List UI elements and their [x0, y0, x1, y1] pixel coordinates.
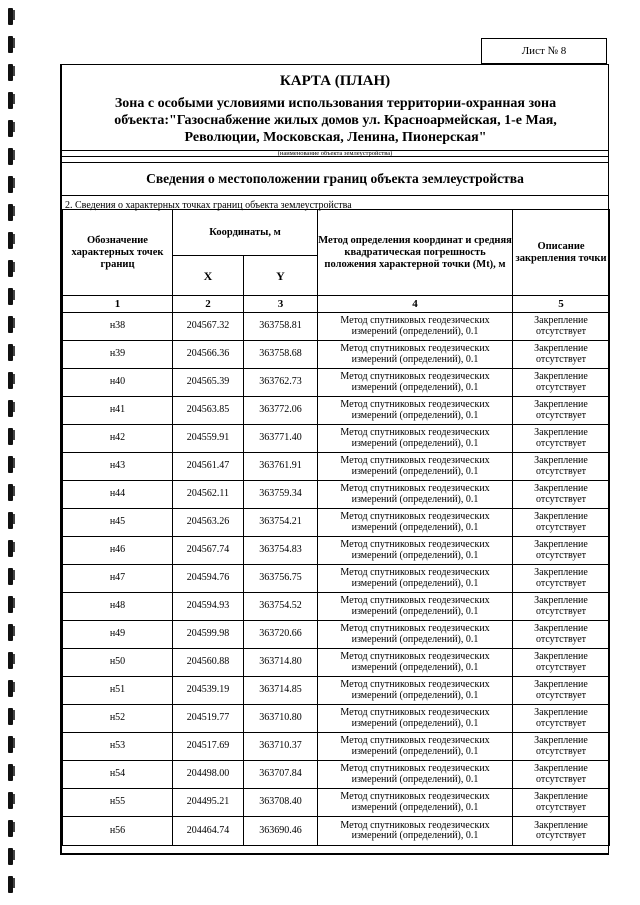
- point-id-cell: н46: [63, 537, 173, 565]
- binding-ring: [8, 596, 13, 613]
- point-id-cell: н49: [63, 621, 173, 649]
- y-coordinate-cell: 363758.68: [244, 341, 318, 369]
- y-coordinate-cell: 363754.21: [244, 509, 318, 537]
- binding-ring: [8, 204, 13, 221]
- method-cell: Метод спутниковых геодезических измерений (определений), 0.1: [318, 705, 513, 733]
- x-coordinate-cell: 204562.11: [173, 481, 244, 509]
- sheet-number-label: Лист № 8: [521, 45, 567, 57]
- binding-ring: [8, 400, 13, 417]
- binding-ring: [8, 540, 13, 557]
- binding-ring: [8, 288, 13, 305]
- description-cell: Закрепление отсутствует: [513, 509, 610, 537]
- binding-ring: [8, 344, 13, 361]
- table-row: [63, 733, 610, 761]
- binding-ring: [8, 652, 13, 669]
- x-coordinate-cell: 204495.21: [173, 789, 244, 817]
- binding-ring: [8, 120, 13, 137]
- points-table: [62, 209, 610, 846]
- column-number: 5: [513, 296, 610, 313]
- header-method: Метод определения координат и средняя квадратическая погрешность положения характерной точки (Mt), м: [318, 210, 513, 296]
- x-coordinate-cell: 204560.88: [173, 649, 244, 677]
- method-cell: Метод спутниковых геодезических измерений (определений), 0.1: [318, 761, 513, 789]
- table-row: [63, 425, 610, 453]
- table-row: [63, 537, 610, 565]
- y-coordinate-cell: 363714.85: [244, 677, 318, 705]
- x-coordinate-cell: 204599.98: [173, 621, 244, 649]
- subsection-title: 2. Сведения о характерных точках границ объекта землеустройства: [65, 200, 352, 211]
- x-coordinate-cell: 204594.93: [173, 593, 244, 621]
- binding-ring: [8, 736, 13, 753]
- x-coordinate-cell: 204539.19: [173, 677, 244, 705]
- point-id-cell: н51: [63, 677, 173, 705]
- binding-ring: [8, 792, 13, 809]
- method-cell: Метод спутниковых геодезических измерений (определений), 0.1: [318, 341, 513, 369]
- binding-ring: [8, 232, 13, 249]
- point-id-cell: н44: [63, 481, 173, 509]
- zone-description: Зона с особыми условиями использования территории-охранная зона объекта:"Газоснабжение жилых домов ул. Красноармейская, 1-е Мая, Революции, Московская, Ленина, Пионерская": [114, 96, 557, 145]
- x-coordinate-cell: 204561.47: [173, 453, 244, 481]
- table-row: [63, 313, 610, 341]
- method-cell: Метод спутниковых геодезических измерений (определений), 0.1: [318, 817, 513, 846]
- x-coordinate-cell: 204563.26: [173, 509, 244, 537]
- header-block: [62, 65, 608, 157]
- binding-ring: [8, 512, 13, 529]
- y-coordinate-cell: 363761.91: [244, 453, 318, 481]
- y-coordinate-cell: 363762.73: [244, 369, 318, 397]
- binding-ring: [8, 456, 13, 473]
- binding-ring: [8, 680, 13, 697]
- y-coordinate-cell: 363754.83: [244, 537, 318, 565]
- y-coordinate-cell: 363707.84: [244, 761, 318, 789]
- description-cell: Закрепление отсутствует: [513, 453, 610, 481]
- binding-ring: [8, 36, 13, 53]
- table-row: [63, 341, 610, 369]
- method-cell: Метод спутниковых геодезических измерений (определений), 0.1: [318, 565, 513, 593]
- x-coordinate-cell: 204563.85: [173, 397, 244, 425]
- description-cell: Закрепление отсутствует: [513, 789, 610, 817]
- header-description: Описание закрепления точки: [513, 210, 610, 296]
- point-id-cell: н39: [63, 341, 173, 369]
- table-row: [63, 677, 610, 705]
- x-coordinate-cell: 204565.39: [173, 369, 244, 397]
- binding-ring: [8, 64, 13, 81]
- x-coordinate-cell: 204567.32: [173, 313, 244, 341]
- x-coordinate-cell: 204498.00: [173, 761, 244, 789]
- description-cell: Закрепление отсутствует: [513, 481, 610, 509]
- y-coordinate-cell: 363710.80: [244, 705, 318, 733]
- binding-ring: [8, 764, 13, 781]
- y-coordinate-cell: 363772.06: [244, 397, 318, 425]
- x-coordinate-cell: 204594.76: [173, 565, 244, 593]
- binding-ring: [8, 568, 13, 585]
- description-cell: Закрепление отсутствует: [513, 817, 610, 846]
- binding-ring: [8, 484, 13, 501]
- y-coordinate-cell: 363720.66: [244, 621, 318, 649]
- y-coordinate-cell: 363758.81: [244, 313, 318, 341]
- binding-ring: [8, 624, 13, 641]
- binding-ring: [8, 848, 13, 865]
- point-id-cell: н50: [63, 649, 173, 677]
- description-cell: Закрепление отсутствует: [513, 621, 610, 649]
- binding-ring: [8, 428, 13, 445]
- table-row: [63, 593, 610, 621]
- column-number: 4: [318, 296, 513, 313]
- method-cell: Метод спутниковых геодезических измерений (определений), 0.1: [318, 733, 513, 761]
- document-frame: [60, 64, 609, 855]
- table-row: [63, 509, 610, 537]
- binding-ring: [8, 316, 13, 333]
- description-cell: Закрепление отсутствует: [513, 369, 610, 397]
- table-row: [63, 481, 610, 509]
- binding-ring: [8, 8, 13, 25]
- document-title: КАРТА (ПЛАН): [279, 73, 391, 89]
- table-row: [63, 369, 610, 397]
- method-cell: Метод спутниковых геодезических измерений (определений), 0.1: [318, 789, 513, 817]
- description-cell: Закрепление отсутствует: [513, 761, 610, 789]
- y-coordinate-cell: 363759.34: [244, 481, 318, 509]
- method-cell: Метод спутниковых геодезических измерений (определений), 0.1: [318, 677, 513, 705]
- x-coordinate-cell: 204559.91: [173, 425, 244, 453]
- table-row: [63, 761, 610, 789]
- column-number: 1: [63, 296, 173, 313]
- binding-ring: [8, 820, 13, 837]
- object-caption: (наименование объекта землеустройства): [277, 150, 393, 157]
- binding-ring: [8, 148, 13, 165]
- description-cell: Закрепление отсутствует: [513, 341, 610, 369]
- description-cell: Закрепление отсутствует: [513, 397, 610, 425]
- table-row: [63, 397, 610, 425]
- x-coordinate-cell: 204566.36: [173, 341, 244, 369]
- column-number: 3: [244, 296, 318, 313]
- method-cell: Метод спутниковых геодезических измерений (определений), 0.1: [318, 537, 513, 565]
- description-cell: Закрепление отсутствует: [513, 593, 610, 621]
- description-cell: Закрепление отсутствует: [513, 733, 610, 761]
- table-row: [63, 705, 610, 733]
- method-cell: Метод спутниковых геодезических измерений (определений), 0.1: [318, 453, 513, 481]
- binding-ring: [8, 876, 13, 893]
- method-cell: Метод спутниковых геодезических измерений (определений), 0.1: [318, 593, 513, 621]
- method-cell: Метод спутниковых геодезических измерений (определений), 0.1: [318, 649, 513, 677]
- x-coordinate-cell: 204517.69: [173, 733, 244, 761]
- table-row: [63, 565, 610, 593]
- header-x: X: [173, 256, 244, 296]
- point-id-cell: н56: [63, 817, 173, 846]
- table-row: [63, 453, 610, 481]
- point-id-cell: н41: [63, 397, 173, 425]
- column-number: 2: [173, 296, 244, 313]
- x-coordinate-cell: 204519.77: [173, 705, 244, 733]
- table-body: [63, 313, 610, 846]
- y-coordinate-cell: 363771.40: [244, 425, 318, 453]
- description-cell: Закрепление отсутствует: [513, 565, 610, 593]
- method-cell: Метод спутниковых геодезических измерений (определений), 0.1: [318, 425, 513, 453]
- point-id-cell: н38: [63, 313, 173, 341]
- y-coordinate-cell: 363708.40: [244, 789, 318, 817]
- point-id-cell: н52: [63, 705, 173, 733]
- table-row: [63, 621, 610, 649]
- description-cell: Закрепление отсутствует: [513, 705, 610, 733]
- binding-ring: [8, 176, 13, 193]
- binding-ring: [8, 708, 13, 725]
- point-id-cell: н40: [63, 369, 173, 397]
- method-cell: Метод спутниковых геодезических измерений (определений), 0.1: [318, 509, 513, 537]
- method-cell: Метод спутниковых геодезических измерений (определений), 0.1: [318, 313, 513, 341]
- x-coordinate-cell: 204464.74: [173, 817, 244, 846]
- sheet-number-box: [481, 38, 607, 64]
- method-cell: Метод спутниковых геодезических измерений (определений), 0.1: [318, 369, 513, 397]
- description-cell: Закрепление отсутствует: [513, 313, 610, 341]
- table-row: [63, 817, 610, 846]
- point-id-cell: н47: [63, 565, 173, 593]
- point-id-cell: н55: [63, 789, 173, 817]
- binding-ring: [8, 92, 13, 109]
- method-cell: Метод спутниковых геодезических измерений (определений), 0.1: [318, 397, 513, 425]
- point-id-cell: н45: [63, 509, 173, 537]
- y-coordinate-cell: 363690.46: [244, 817, 318, 846]
- table-row: [63, 649, 610, 677]
- spiral-binding: [6, 0, 22, 905]
- description-cell: Закрепление отсутствует: [513, 649, 610, 677]
- y-coordinate-cell: 363710.37: [244, 733, 318, 761]
- point-id-cell: н42: [63, 425, 173, 453]
- x-coordinate-cell: 204567.74: [173, 537, 244, 565]
- header-y: Y: [244, 256, 318, 296]
- binding-ring: [8, 372, 13, 389]
- binding-ring: [8, 260, 13, 277]
- y-coordinate-cell: 363756.75: [244, 565, 318, 593]
- method-cell: Метод спутниковых геодезических измерений (определений), 0.1: [318, 481, 513, 509]
- header-coordinates: Координаты, м: [173, 210, 318, 256]
- point-id-cell: н53: [63, 733, 173, 761]
- header-designation: Обозначение характерных точек границ: [63, 210, 173, 296]
- description-cell: Закрепление отсутствует: [513, 677, 610, 705]
- method-cell: Метод спутниковых геодезических измерений (определений), 0.1: [318, 621, 513, 649]
- y-coordinate-cell: 363714.80: [244, 649, 318, 677]
- point-id-cell: н43: [63, 453, 173, 481]
- y-coordinate-cell: 363754.52: [244, 593, 318, 621]
- point-id-cell: н54: [63, 761, 173, 789]
- table-row: [63, 789, 610, 817]
- description-cell: Закрепление отсутствует: [513, 425, 610, 453]
- description-cell: Закрепление отсутствует: [513, 537, 610, 565]
- point-id-cell: н48: [63, 593, 173, 621]
- section-title: Сведения о местоположении границ объекта землеустройства: [62, 162, 608, 196]
